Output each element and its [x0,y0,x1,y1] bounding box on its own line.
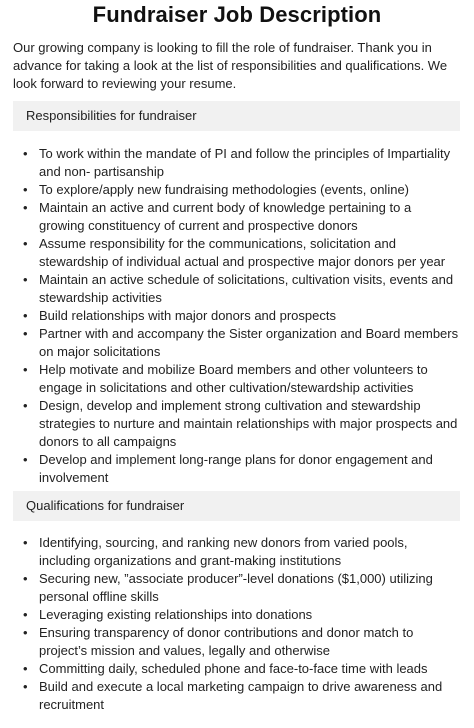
bullet-icon: • [23,625,28,640]
bullet-icon: • [23,236,28,251]
bullet-icon: • [23,308,28,323]
list-item-text: Design, develop and implement strong cultivation and stewardship strategies to nurture and maintain relationships with major prospects and donors to all campaigns [39,398,458,449]
list-item-text: Maintain an active and current body of knowledge pertaining to a growing constituency of current and prospective donors [39,200,412,233]
list-item [13,181,460,199]
list-item-text: To work within the mandate of PI and follow the principles of Impartiality and non- partisanship [39,146,451,179]
bullet-icon: • [23,362,28,377]
bullet-icon: • [23,272,28,287]
list-item [13,235,460,271]
list-item-text: Leveraging existing relationships into donations [39,607,313,622]
page-title: Fundraiser Job Description [92,2,382,27]
responsibilities-heading: Responsibilities for fundraiser [13,101,460,131]
list-item-text: Ensuring transparency of donor contributions and donor match to project’s mission and values, legally and otherwise [39,625,414,658]
list-item [13,570,460,606]
list-item-text: Partner with and accompany the Sister organization and Board members on major solicitations [39,326,459,359]
list-item [13,361,460,397]
bullet-icon: • [23,661,28,676]
bullet-icon: • [23,679,28,694]
list-item-text: To explore/apply new fundraising methodologies (events, online) [39,182,409,197]
list-item [13,606,460,624]
bullet-icon: • [23,146,28,161]
list-item-text: Build and execute a local marketing campaign to drive awareness and recruitment [39,679,443,712]
bullet-icon: • [23,326,28,341]
list-item-text: Help motivate and mobilize Board members and other volunteers to engage in solicitations and other cultivation/stewardship activities [39,362,428,395]
list-item [13,451,460,487]
bullet-icon: • [23,535,28,550]
list-item-text: Identifying, sourcing, and ranking new donors from varied pools, including organizations and grant-making institutions [39,535,408,568]
intro-paragraph: Our growing company is looking to fill the role of fundraiser. Thank you in advance for taking a look at the list of responsibilities and qualifications. We look forward to reviewing your resume. [13,40,448,91]
list-item [13,271,460,307]
bullet-icon: • [23,398,28,413]
list-item [13,678,460,714]
list-item [13,199,460,235]
responsibilities-list [13,145,460,487]
list-item [13,145,460,181]
bullet-icon: • [23,607,28,622]
list-item-text: Securing new, ”associate producer”-level donations ($1,000) utilizing personal offline skills [39,571,433,604]
list-item [13,660,460,678]
list-item-text: Develop and implement long-range plans for donor engagement and involvement [39,452,433,485]
list-item-text: Committing daily, scheduled phone and face-to-face time with leads [39,661,428,676]
bullet-icon: • [23,182,28,197]
list-item [13,307,460,325]
bullet-icon: • [23,571,28,586]
qualifications-heading: Qualifications for fundraiser [13,491,460,521]
qualifications-list [13,534,460,714]
list-item-text: Build relationships with major donors and prospects [39,308,336,323]
list-item [13,624,460,660]
list-item [13,325,460,361]
list-item [13,397,460,451]
list-item-text: Maintain an active schedule of solicitations, cultivation visits, events and stewardship activities [39,272,454,305]
bullet-icon: • [23,452,28,467]
list-item [13,534,460,570]
list-item-text: Assume responsibility for the communications, solicitation and stewardship of individual actual and prospective major donors per year [39,236,446,269]
bullet-icon: • [23,200,28,215]
